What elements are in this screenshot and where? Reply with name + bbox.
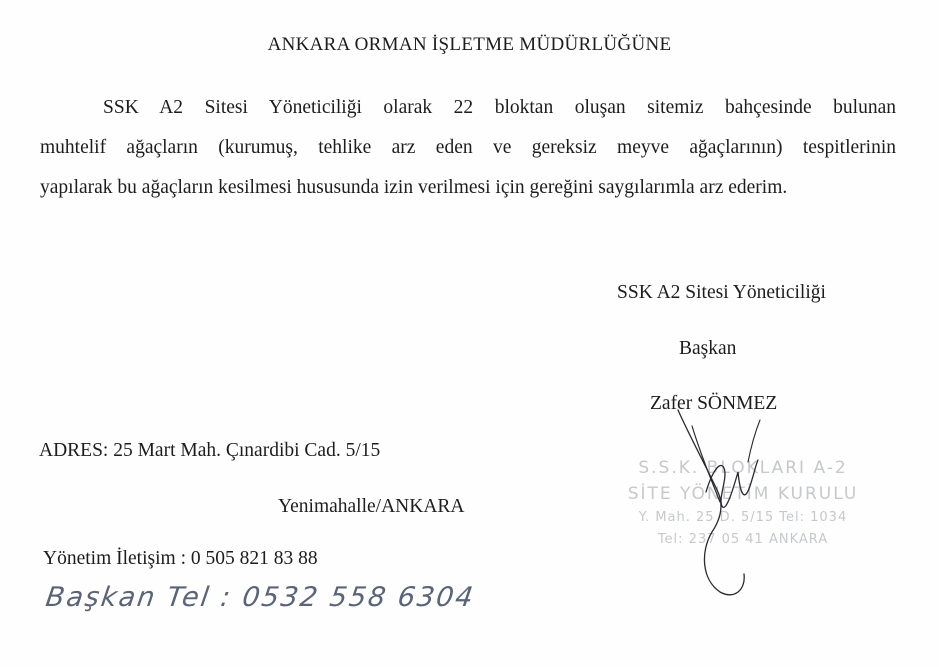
- letter-body: [40, 88, 896, 208]
- stamp-line-2: SİTE YÖNETİM KURULU: [627, 484, 859, 504]
- contact-phone: Yönetim İletişim : 0 505 821 83 88: [43, 548, 318, 569]
- signatory-name: Zafer SÖNMEZ: [650, 393, 778, 414]
- signature-role: Başkan: [679, 338, 737, 359]
- letter-heading: ANKARA ORMAN İŞLETME MÜDÜRLÜĞÜNE: [267, 34, 672, 55]
- stamp-line-3: Y. Mah. 25 D. 5/15 Tel: 1034: [638, 510, 848, 525]
- body-line-3: yapılarak bu ağaçların kesilmesi hususunda izin verilmesi için gereğini saygılarımla arz ederim.: [40, 177, 788, 198]
- address-line-1: ADRES: 25 Mart Mah. Çınardibi Cad. 5/15: [39, 440, 381, 461]
- signature-organization: SSK A2 Sitesi Yöneticiliği: [617, 282, 826, 303]
- address-line-2: Yenimahalle/ANKARA: [278, 496, 465, 517]
- body-line-1: SSK A2 Sitesi Yöneticiliği olarak 22 bloktan oluşan sitemiz bahçesinde bulunan: [103, 97, 896, 118]
- handwritten-signature: [660, 402, 790, 602]
- body-line-2: muhtelif ağaçların (kurumuş, tehlike arz eden ve gereksiz meyve ağaçlarının) tespitlerinin: [40, 137, 896, 158]
- stamp-line-1: S.S.K. BLOKLARI A-2: [638, 458, 848, 478]
- handwritten-phone-note: Başkan Tel : 0532 558 6304: [43, 582, 477, 613]
- stamp-line-4: Tel: 237 05 41 ANKARA: [657, 532, 829, 547]
